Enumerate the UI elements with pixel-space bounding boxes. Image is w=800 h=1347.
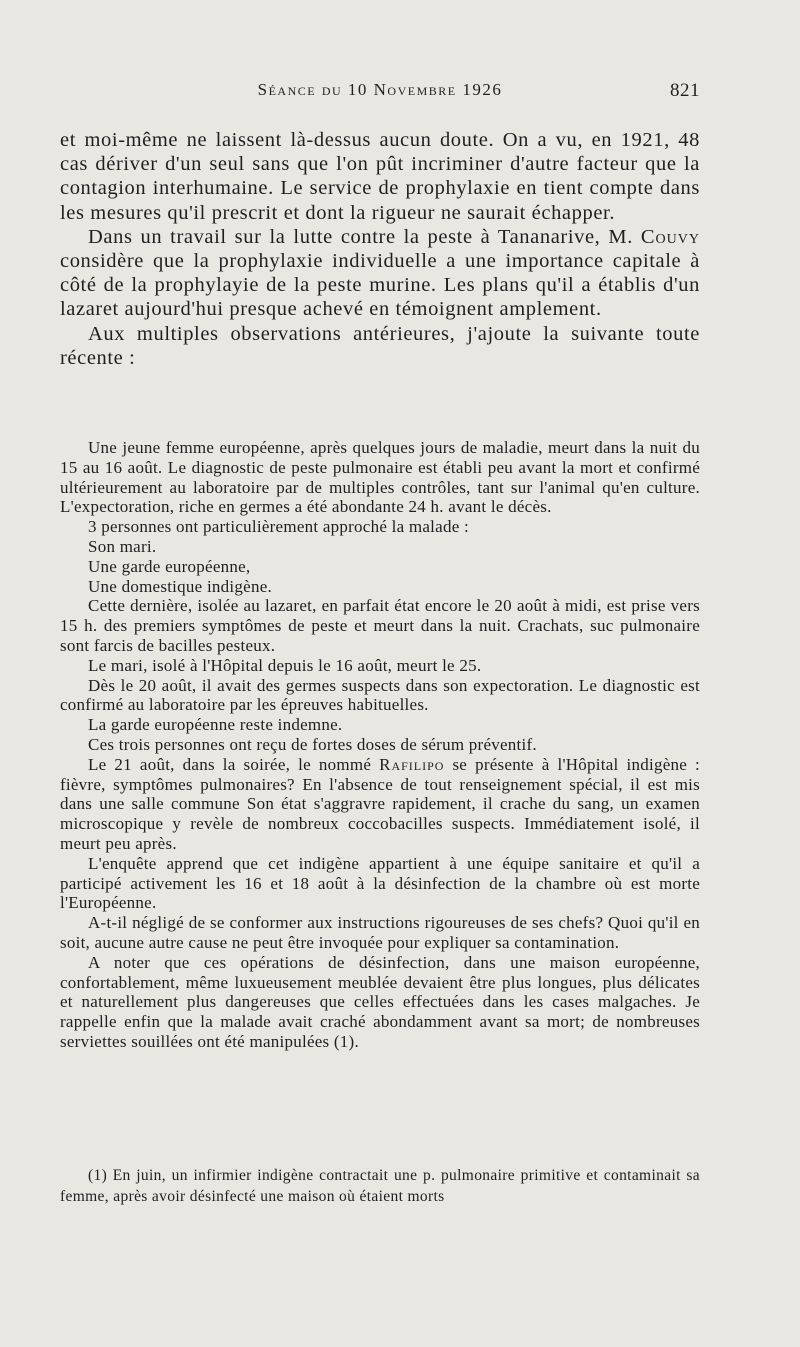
paragraph-2-start: Dans un travail sur la lutte contre la peste à Tananarive, M.	[88, 225, 641, 248]
contact-item-servant: Une domestique indigène.	[88, 576, 272, 596]
paragraph-2-end: considère que la prophylaxie individuelle a une importance capitale à côté de la prophylayie de la peste murine. Les plans qu'il a établis d'un lazaret aujourd'hui presque achevé en témoignent amplement.	[60, 250, 700, 321]
main-text	[60, 128, 700, 370]
case-paragraph-note: A noter que ces opérations de désinfection, dans une maison européenne, confortablement, même luxueusement meublée devaient être plus longues, plus délicates et naturellement plus dangereuses que celles effectuées dans les cases malgaches. Je rappelle enfin que la malade avait craché abondamment avant sa mort; de nombreuses serviettes souillées ont été manipulées (1).	[60, 952, 700, 1051]
page-number: 821	[670, 80, 700, 101]
author-name-couvy: Couvy	[640, 225, 700, 248]
page-header	[60, 80, 700, 108]
case-paragraph-1: Une jeune femme européenne, après quelques jours de maladie, meurt dans la nuit du 15 au 16 août. Le diagnostic de peste pulmonaire est établi peu avant la mort et confirmé ultérieurement au laboratoire par de multiples contrôles, tant sur l'animal qu'en culture. L'expectoration, riche en germes a été abondante 24 h. avant le décès.	[60, 438, 700, 517]
case-paragraph-servant: Cette dernière, isolée au lazaret, en parfait état encore le 20 août à midi, est prise vers 15 h. des premiers symptômes de peste et meurt dans la nuit. Crachats, suc pulmonaire sont farcis de bacilles pesteux.	[60, 596, 700, 655]
case-report	[60, 438, 700, 1052]
case-paragraph-diagnosis: Dès le 20 août, il avait des germes suspects dans son expectoration. Le diagnostic est confirmé au laboratoire par les épreuves habituelles.	[60, 675, 700, 715]
contact-item-nurse: Une garde européenne,	[88, 556, 251, 576]
footnote-text: (1) En juin, un infirmier indigène contractait une p. pulmonaire primitive et contaminait sa femme, après avoir désinfecté une maison où étaient morts	[60, 1167, 700, 1205]
case-paragraph-negligence: A-t-il négligé de se conformer aux instructions rigoureuses de ses chefs? Quoi qu'il en soit, aucune autre cause ne peut être invoquée pour expliquer sa contamination.	[60, 913, 700, 952]
running-head: Séance du 10 Novembre 1926	[257, 80, 503, 99]
case-paragraph-2: 3 personnes ont particulièrement approché la malade :	[88, 517, 469, 537]
footnote	[60, 1165, 700, 1207]
case-paragraph-rafilipo-start: Le 21 août, dans la soirée, le nommé	[88, 754, 380, 774]
patient-name-rafilipo: Rafilipo	[379, 754, 445, 774]
paragraph-1: et moi-même ne laissent là-dessus aucun doute. On a vu, en 1921, 48 cas dériver d'un seul sans que l'on pût incriminer d'autre facteur que la contagion interhumaine. Le service de prophylaxie en tient compte dans les mesures qu'il prescrit et dont la rigueur ne saurait échapper.	[60, 129, 700, 224]
case-paragraph-inquiry: L'enquête apprend que cet indigène appartient à une équipe sanitaire et qu'il a participé activement les 16 et 18 août à la désinfection de la chambre où est morte l'Européenne.	[60, 853, 700, 913]
paragraph-2	[60, 225, 700, 322]
case-paragraph-husband: Le mari, isolé à l'Hôpital depuis le 16 août, meurt le 25.	[88, 655, 482, 675]
contact-item-husband: Son mari.	[88, 536, 157, 556]
case-paragraph-serum: Ces trois personnes ont reçu de fortes doses de sérum préventif.	[88, 734, 537, 754]
case-paragraph-nurse: La garde européenne reste indemne.	[88, 715, 343, 735]
case-paragraph-rafilipo	[60, 755, 700, 854]
case-paragraph-rafilipo-end: se présente à l'Hôpital indigène : fièvre, symptômes pulmonaires? En l'absence de tout renseignement spécial, il est mis dans une salle commune Son état s'aggravre rapidement, il crache du sang, un examen microscopique y revèle de nombreux coccobacilles suspects. Immédiatement isolé, il meurt peu après.	[60, 754, 700, 853]
paragraph-3: Aux multiples observations antérieures, j'ajoute la suivante toute récente :	[60, 322, 700, 369]
